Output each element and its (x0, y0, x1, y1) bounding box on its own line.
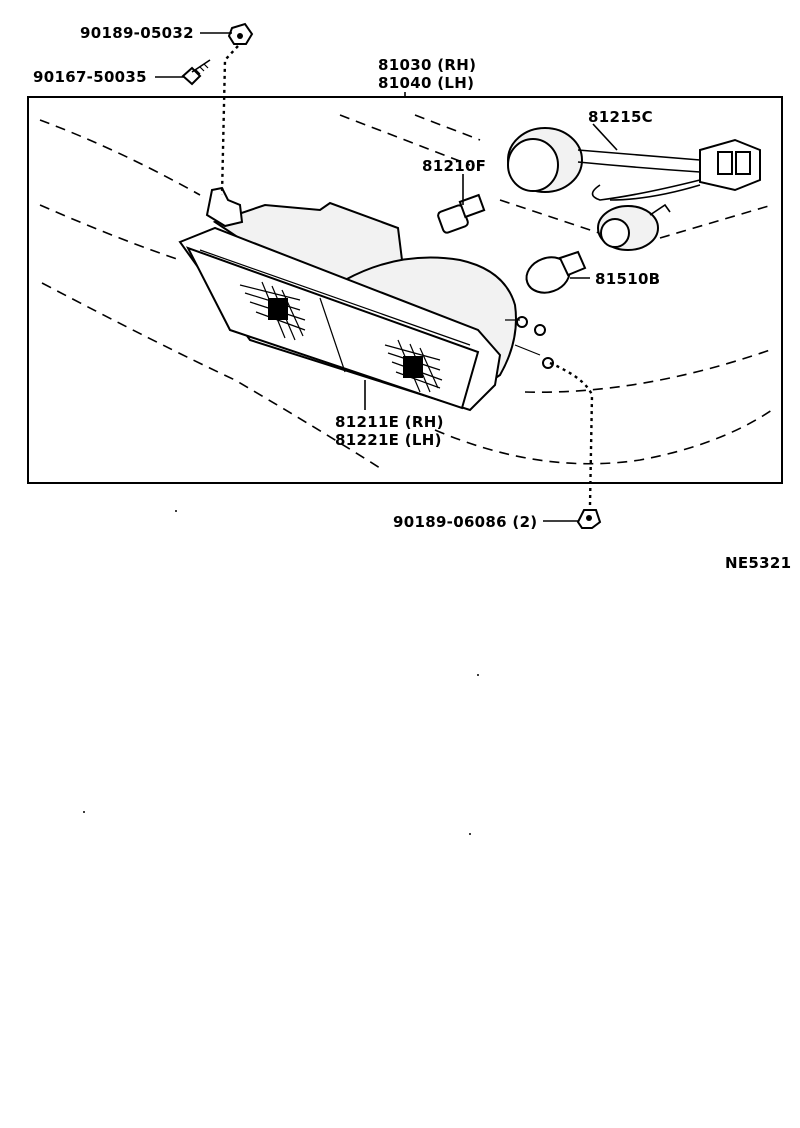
clip-top (229, 24, 252, 44)
bulb-81210f (437, 195, 484, 234)
label-bulb-small: 81210F (422, 157, 487, 175)
label-lens-lh: 81221E (LH) (335, 431, 442, 449)
label-assy-rh: 81030 (RH) (378, 56, 477, 74)
label-screw: 90167-50035 (33, 68, 147, 86)
socket-wire-harness (508, 128, 760, 250)
screw (183, 60, 210, 84)
label-socket-wire: 81215C (588, 108, 653, 126)
label-lens-rh: 81211E (RH) (335, 413, 444, 431)
headlamp-assembly (180, 188, 553, 410)
figure-code: NE5321 (725, 554, 792, 572)
label-clip-top: 90189-05032 (80, 24, 194, 42)
label-clip-bottom: 90189-06086 (2) (393, 513, 538, 531)
scan-specks (83, 510, 479, 835)
label-assy-lh: 81040 (LH) (378, 74, 475, 92)
label-bulb-large: 81510B (595, 270, 661, 288)
bulb-81510b (522, 252, 585, 299)
clip-bottom (578, 510, 600, 528)
